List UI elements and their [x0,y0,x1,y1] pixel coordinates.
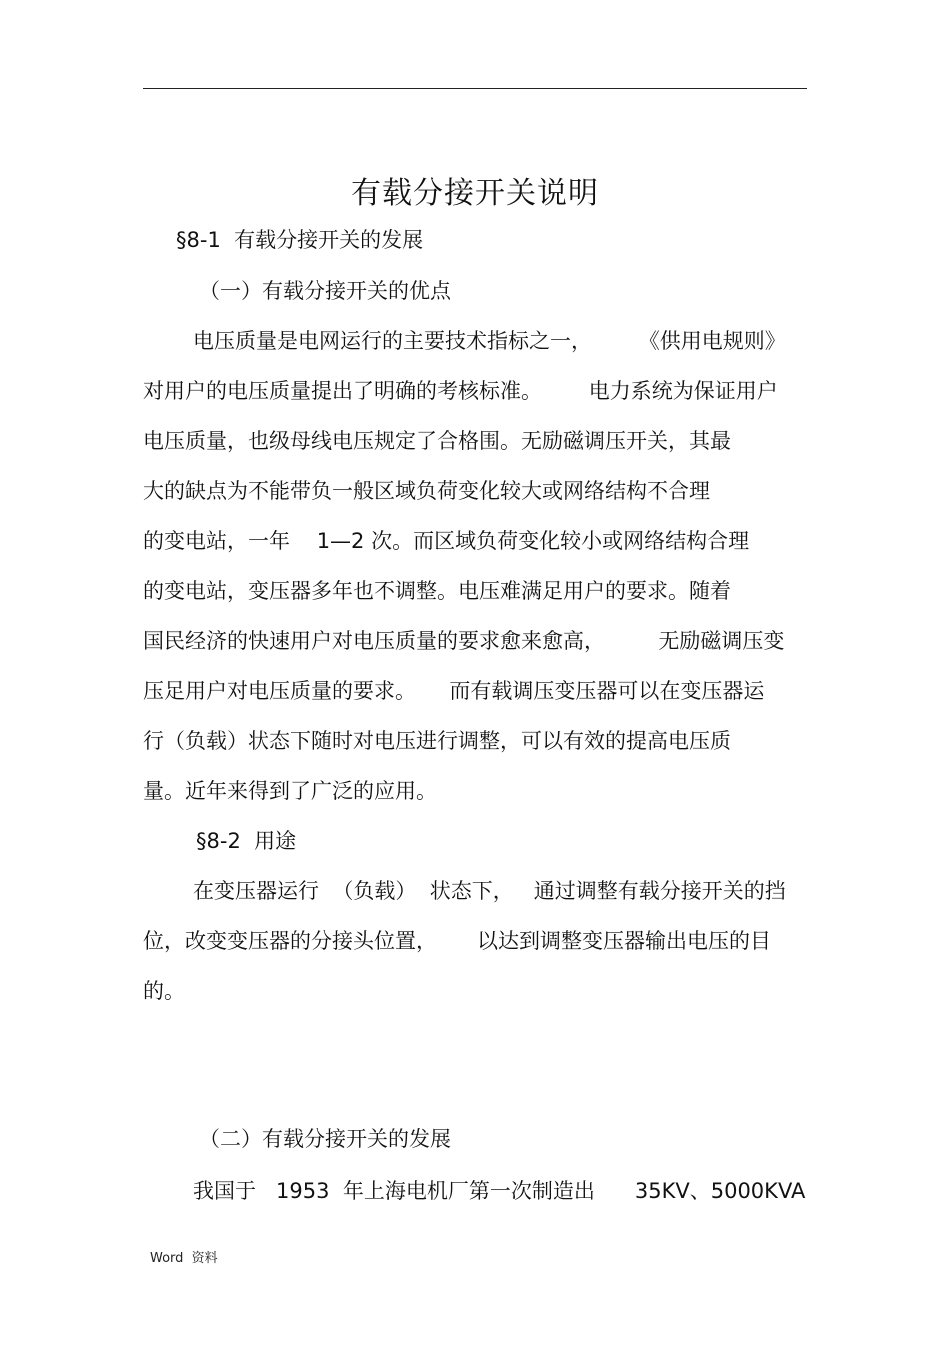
paragraph-line: 的变电站，变压器多年也不调整。电压难满足用户的要求。随着 [143,579,731,603]
paragraph-line: 压足用户对电压质量的要求。 而有载调压变压器可以在变压器运 [143,679,765,703]
document-title: 有载分接开关说明 [351,176,599,211]
paragraph-line: 对用户的电压质量提出了明确的考核标准。 电力系统为保证用户 [143,379,778,403]
paragraph-line: 大的缺点为不能带负一般区域负荷变化较大或网络结构不合理 [143,479,710,503]
paragraph-line: 的。 [143,979,185,1003]
paragraph-line: 的变电站，一年 1—2 次。而区域负荷变化较小或网络结构合理 [143,529,750,553]
paragraph-line: 我国于 1953 年上海电机厂第一次制造出 35KV、5000KVA [193,1179,806,1203]
paragraph-line: 国民经济的快速用户对电压质量的要求愈来愈高， 无励磁调压变 [143,629,785,653]
paragraph-line: 量。近年来得到了广泛的应用。 [143,779,437,803]
section-heading-8-2: §8-2 用途 [196,829,297,853]
subsection-heading-1: （一）有载分接开关的优点 [199,279,451,303]
section-heading-8-1: §8-1 有载分接开关的发展 [176,228,424,252]
paragraph-line: 行（负载）状态下随时对电压进行调整，可以有效的提高电压质 [143,729,731,753]
paragraph-line: 位，改变变压器的分接头位置， 以达到调整变压器输出电压的目 [143,929,772,953]
page-footer: Word 资料 [150,1251,218,1266]
header-rule [143,88,807,89]
paragraph-line: 电压质量是电网运行的主要技术指标之一， 《供用电规则》 [193,329,786,353]
subsection-heading-2: （二）有载分接开关的发展 [199,1127,451,1151]
paragraph-line: 电压质量，也级母线电压规定了合格围。无励磁调压开关，其最 [143,429,731,453]
paragraph-line: 在变压器运行 （负载） 状态下， 通过调整有载分接开关的挡 [193,879,786,903]
